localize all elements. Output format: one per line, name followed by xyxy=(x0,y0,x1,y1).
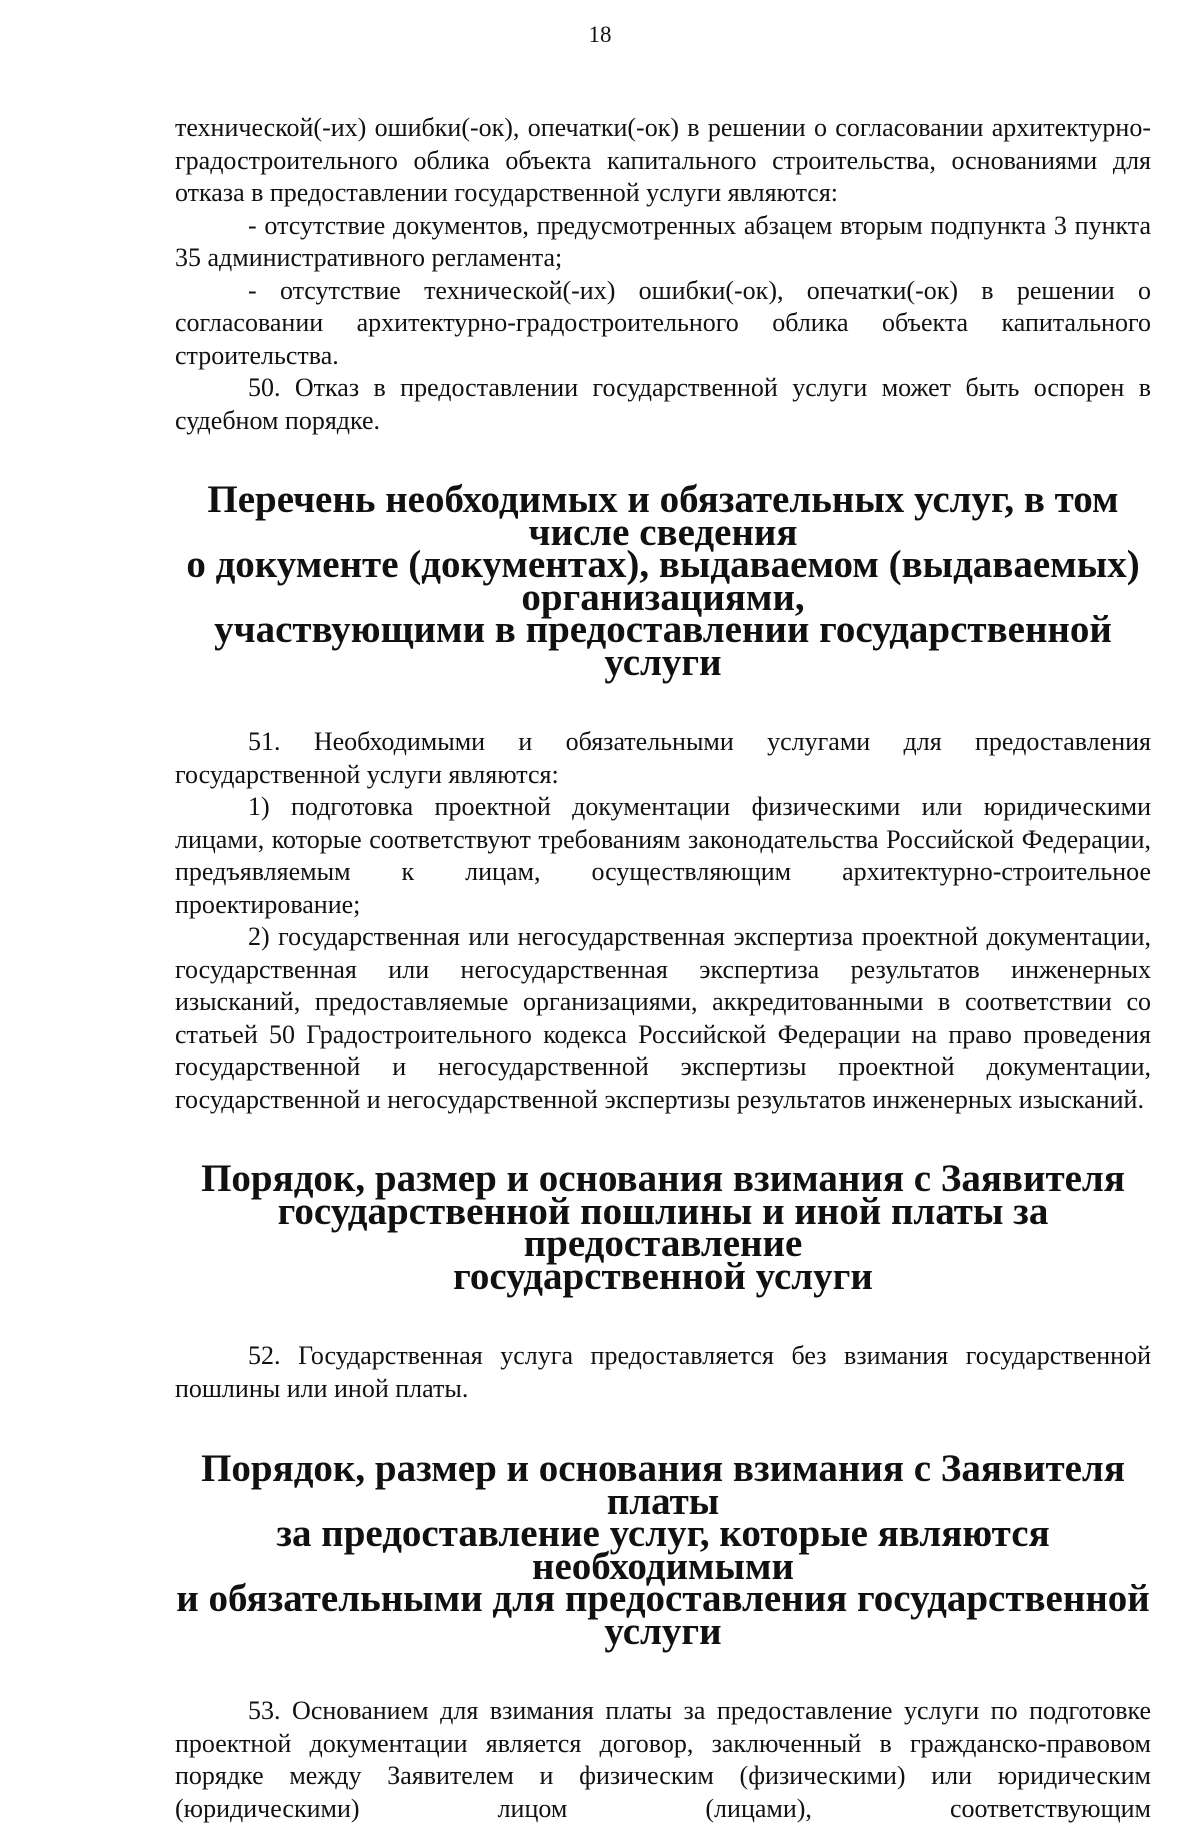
section-heading-service-fees xyxy=(175,1447,1151,1653)
heading-line: Порядок, размер и основания взимания с Заявителя xyxy=(201,1157,1125,1200)
heading-line: государственной услуги xyxy=(453,1254,873,1298)
paragraph: 50. Отказ в предоставлении государственной услуги может быть оспорен в судебном порядке. xyxy=(175,373,1151,435)
paragraph: 52. Государственная услуга предоставляется без взимания государственной пошлины или иной платы. xyxy=(175,1341,1151,1403)
document-body xyxy=(175,112,1151,1825)
paragraph: - отсутствие технической(-их) ошибки(-ок), опечатки(-ок) в решении о согласовании архитектурно-градостроительного облика объекта капитального строительства. xyxy=(175,275,1151,370)
paragraph: технической(-их) ошибки(-ок), опечатки(-ок) в решении о согласовании архитектурно-градостроительного облика объекта капитального строительства, основаниями для отказа в предоставлении государственной услуги являются: xyxy=(175,113,1151,207)
heading-line: государственной пошлины и иной платы за предоставление xyxy=(277,1189,1049,1265)
heading-line: о документе (документах), выдаваемом (выдаваемых) организациями, xyxy=(186,543,1140,619)
paragraph: - отсутствие документов, предусмотренных абзацем вторым подпункта 3 пункта 35 административного регламента; xyxy=(175,210,1151,272)
section-heading-required-services xyxy=(175,478,1151,684)
heading-line: за предоставление услуг, которые являются необходимыми xyxy=(276,1512,1050,1588)
heading-line: Порядок, размер и основания взимания с Заявителя платы xyxy=(201,1447,1125,1523)
heading-line: участвующими в предоставлении государственной услуги xyxy=(214,608,1112,684)
page-number: 18 xyxy=(588,22,612,47)
paragraph: 53. Основанием для взимания платы за предоставление услуги по подготовке проектной документации является договор, заключенный в гражданско-правовом порядке между Заявителем и физическим (физическими) или юридическим (юридическими) лицом (лицами), соответствующим xyxy=(175,1696,1151,1823)
heading-line: и обязательными для предоставления государственной услуги xyxy=(176,1577,1150,1653)
heading-line: Перечень необходимых и обязательных услуг, в том числе сведения xyxy=(207,478,1119,554)
paragraph: 1) подготовка проектной документации физическими или юридическими лицами, которые соответствуют требованиям законодательства Российской Федерации, предъявляемым к лицам, осуществляющим архитектурно-строительное проектирование; xyxy=(175,792,1151,919)
section-heading-state-duty xyxy=(175,1157,1151,1298)
paragraph: 51. Необходимыми и обязательными услугами для предоставления государственной услуги являются: xyxy=(175,727,1151,789)
paragraph: 2) государственная или негосударственная экспертиза проектной документации, государственная или негосударственная экспертиза результатов инженерных изысканий, предоставляемые организациями, аккредитованными в соответствии со статьей 50 Градостроительного кодекса Российской Федерации на право проведения государственной и негосударственной экспертизы проектной документации, государственной и негосударственной экспертизы результатов инженерных изысканий. xyxy=(175,922,1151,1114)
